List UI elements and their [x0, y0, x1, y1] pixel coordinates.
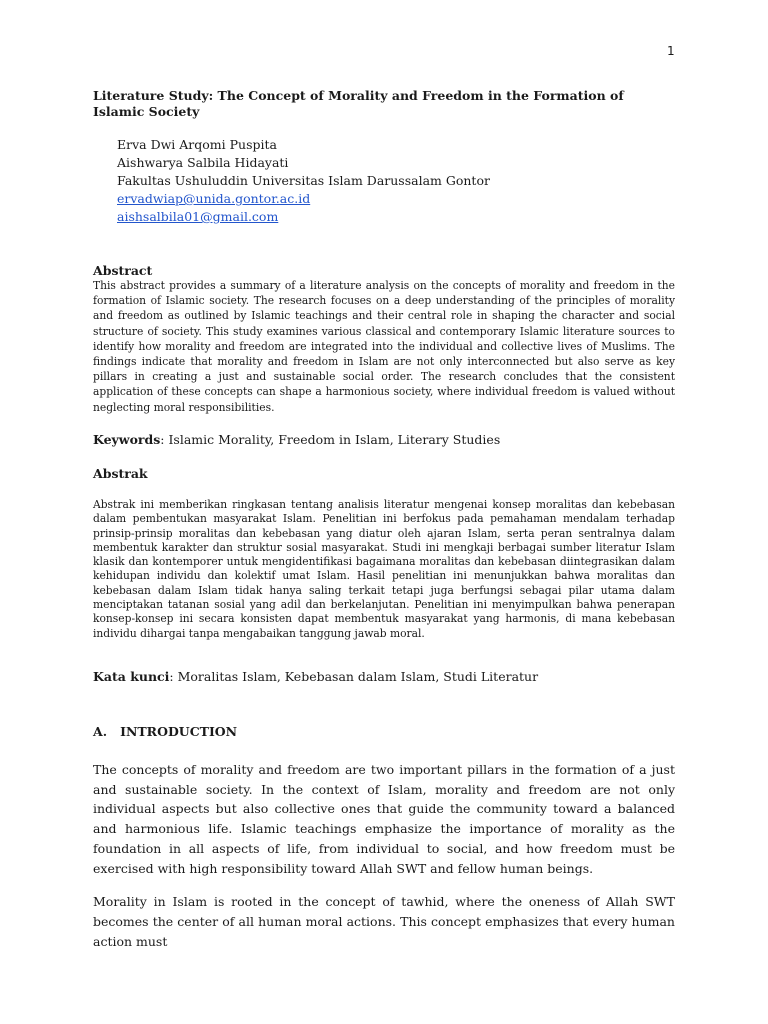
- section-heading-introduction: A. INTRODUCTION: [93, 724, 238, 739]
- kata-kunci-label: Kata kunci: [93, 669, 170, 684]
- author-block: [117, 136, 490, 226]
- kata-kunci-value: : Moralitas Islam, Kebebasan dalam Islam, Studi Literatur: [169, 669, 539, 684]
- author-email-1[interactable]: ervadwiap@unida.gontor.ac.id: [117, 191, 311, 206]
- author-affiliation: Fakultas Ushuluddin Universitas Islam Darussalam Gontor: [117, 173, 490, 188]
- keywords-line: [93, 432, 500, 447]
- abstrak-text: Abstrak ini memberikan ringkasan tentang analisis literatur mengenai konsep moralitas dan kebebasan dalam pembentukan masyarakat Islam. Penelitian ini berfokus pada pemahaman mendalam terhadap prinsip-prinsip moralitas dan kebebasan yang diatur oleh ajaran Islam, serta peran sentralnya dalam membentuk karakter dan struktur sosial masyarakat. Studi ini mengkaji berbagai sumber literatur Islam klasik dan kontemporer untuk mengidentifikasi bagaimana moralitas dan kebebasan diintegrasikan dalam kehidupan individu dan kolektif umat Islam. Hasil penelitian ini menunjukkan bahwa moralitas dan kebebasan dalam Islam tidak hanya saling terkait tetapi juga berfungsi sebagai pilar utama dalam menciptakan tatanan sosial yang adil dan berkelanjutan. Penelitian ini menyimpulkan bahwa penerapan konsep-konsep ini secara konsisten dapat membentuk masyarakat yang harmonis, di mana kebebasan individu dihargai tanpa mengabaikan tanggung jawab moral.: [93, 498, 675, 640]
- author-name-2: Aishwarya Salbila Hidayati: [117, 155, 289, 170]
- paper-title: Literature Study: The Concept of Morality and Freedom in the Formation of Islamic Society: [93, 88, 624, 119]
- abstract-text: This abstract provides a summary of a literature analysis on the concepts of morality and freedom in the formation of Islamic society. The research focuses on a deep understanding of the principles of morality and freedom as outlined by Islamic teachings and their central role in shaping the character and social structure of society. This study examines various classical and contemporary Islamic literature sources to identify how morality and freedom are integrated into the individual and collective lives of Muslims. The findings indicate that morality and freedom in Islam are not only interconnected but also serve as key pillars in creating a just and sustainable social order. The research concludes that the consistent application of these concepts can shape a harmonious society, where individual freedom is valued without neglecting moral responsibilities.: [93, 279, 675, 414]
- kata-kunci-line: [93, 669, 538, 684]
- intro-paragraph-1: The concepts of morality and freedom are two important pillars in the formation of a just and sustainable society. In the context of Islam, morality and freedom are not only individual aspects but also collective ones that guide the community toward a balanced and harmonious life. Islamic teachings emphasize the importance of morality as the foundation in all aspects of life, from individual to social, and how freedom must be exercised with high responsibility toward Allah SWT and fellow human beings.: [93, 762, 675, 876]
- abstract-heading: Abstract: [93, 263, 153, 278]
- page-number: 1: [667, 44, 675, 58]
- keywords-value: : Islamic Morality, Freedom in Islam, Literary Studies: [160, 432, 501, 447]
- intro-paragraph-2: Morality in Islam is rooted in the concept of tawhid, where the oneness of Allah SWT becomes the center of all human moral actions. This concept emphasizes that every human action must: [93, 894, 675, 949]
- author-name-1: Erva Dwi Arqomi Puspita: [117, 137, 277, 152]
- author-email-2[interactable]: aishsalbila01@gmail.com: [117, 209, 279, 224]
- keywords-label: Keywords: [93, 432, 161, 447]
- abstrak-heading: Abstrak: [93, 466, 148, 481]
